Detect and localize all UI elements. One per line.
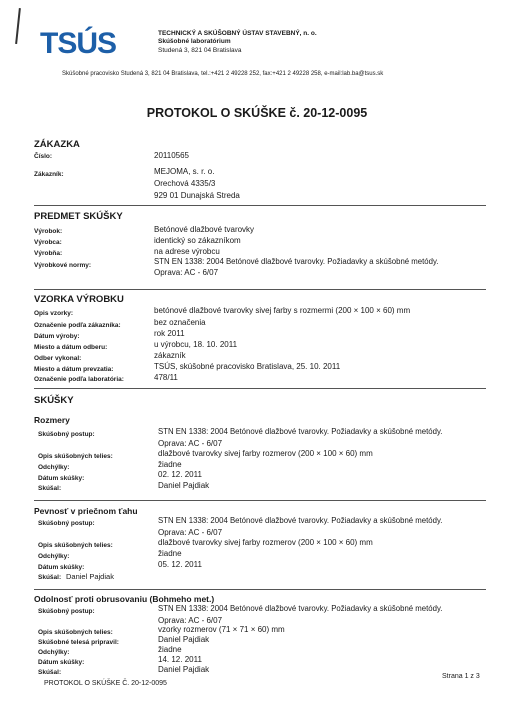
- pevnost-skusal: Daniel Pajdiak: [66, 572, 114, 581]
- divider: [34, 589, 486, 590]
- pevnost-oprava: Oprava: AC - 6/07: [158, 528, 223, 537]
- odolnost-postup: STN EN 1338: 2004 Betónové dlažbové tvarovky. Požiadavky a skúšobné metódy.: [158, 604, 443, 613]
- zakaznik-street: Orechová 4335/3: [154, 179, 216, 188]
- vzorka-value-6: 478/11: [154, 373, 178, 382]
- predmet-label-3: Výrobkové normy:: [34, 262, 92, 269]
- rozmery-oprava: Oprava: AC - 6/07: [158, 439, 223, 448]
- rozmery-postup: STN EN 1338: 2004 Betónové dlažbové tvarovky. Požiadavky a skúšobné metódy.: [158, 427, 443, 436]
- predmet-value-3: STN EN 1338: 2004 Betónové dlažbové tvarovky. Požiadavky a skúšobné metódy.: [154, 257, 439, 266]
- rozmery-odchylky-label: Odchýlky:: [38, 464, 70, 471]
- section-predmet-heading: PREDMET SKÚŠKY: [34, 211, 123, 222]
- rozmery-skusal-label: Skúšal:: [38, 485, 62, 492]
- vzorka-value-2: rok 2011: [154, 329, 185, 338]
- odolnost-opis: vzorky rozmerov (71 × 71 × 60) mm: [158, 625, 285, 634]
- odolnost-pripravil: Daniel Pajdiak: [158, 635, 210, 644]
- institute-name: TECHNICKÝ A SKÚŠOBNÝ ÚSTAV STAVEBNÝ, n. o.: [158, 30, 317, 37]
- predmet-label-2: Výrobňa:: [34, 250, 63, 257]
- vzorka-value-3: u výrobcu, 18. 10. 2011: [154, 340, 238, 349]
- pevnost-odchylky: žiadne: [158, 549, 182, 558]
- rozmery-odchylky: žiadne: [158, 460, 182, 469]
- odolnost-datum: 14. 12. 2011: [158, 655, 202, 664]
- odolnost-datum-label: Dátum skúšky:: [38, 659, 85, 666]
- zakaznik-label: Zákazník:: [34, 171, 64, 178]
- rozmery-datum-label: Dátum skúšky:: [38, 475, 85, 482]
- page-title: PROTOKOL O SKÚŠKE č. 20-12-0095: [146, 106, 368, 120]
- pevnost-heading: Pevnosť v priečnom ťahu: [34, 506, 138, 516]
- divider: [34, 205, 486, 206]
- zakaznik-name: MEJOMA, s. r. o.: [154, 167, 215, 176]
- odolnost-heading: Odolnosť proti obrusovaniu (Bohmeho met.): [34, 594, 215, 604]
- predmet-label-0: Výrobok:: [34, 228, 63, 235]
- predmet-label-1: Výrobca:: [34, 239, 62, 246]
- contact-line: Skúšobné pracovisko Studená 3, 821 04 Bratislava, tel.:+421 2 49228 252, fax:+421 2 49228 258, e-mail:lab.ba@tsus.sk: [62, 71, 384, 77]
- lab-address: Studená 3, 821 04 Bratislava: [158, 47, 242, 54]
- footer-protocol: PROTOKOL O SKÚŠKE Č. 20-12-0095: [44, 680, 167, 687]
- vzorka-label-4: Odber vykonal:: [34, 355, 82, 362]
- tsus-logo: [40, 27, 152, 60]
- logo-text: TSÚS: [40, 27, 117, 60]
- zakaznik-city: 929 01 Dunajská Streda: [154, 191, 240, 200]
- odolnost-opis-label: Opis skúšobných telies:: [38, 629, 113, 636]
- vzorka-label-6: Označenie podľa laboratória:: [34, 376, 124, 383]
- odolnost-skusal: Daniel Pajdiak: [158, 665, 210, 674]
- vzorka-value-0: betónové dlažbové tvarovky sivej farby s rozmermi (200 × 100 × 60) mm: [154, 306, 411, 315]
- rozmery-opis: dlažbové tvarovky sivej farby rozmerov (200 × 100 × 60) mm: [158, 449, 373, 458]
- rozmery-postup-label: Skúšobný postup:: [38, 431, 95, 438]
- pevnost-opis-label: Opis skúšobných telies:: [38, 542, 113, 549]
- predmet-value-1: identický so zákazníkom: [154, 236, 241, 245]
- odolnost-skusal-label: Skúšal:: [38, 669, 62, 676]
- divider: [34, 388, 486, 389]
- vzorka-value-4: zákazník: [154, 351, 186, 360]
- vzorka-label-2: Dátum výroby:: [34, 333, 80, 340]
- pevnost-postup: STN EN 1338: 2004 Betónové dlažbové tvarovky. Požiadavky a skúšobné metódy.: [158, 516, 443, 525]
- predmet-norm-extra: Oprava: AC - 6/07: [154, 268, 219, 277]
- divider: [34, 500, 486, 501]
- rozmery-heading: Rozmery: [34, 415, 70, 425]
- rozmery-datum: 02. 12. 2011: [158, 470, 202, 479]
- section-skusky-heading: SKÚŠKY: [34, 395, 74, 406]
- vzorka-label-5: Miesto a dátum prevzatia:: [34, 366, 114, 373]
- odolnost-oprava: Oprava: AC - 6/07: [158, 616, 223, 625]
- predmet-value-0: Betónové dlažbové tvarovky: [154, 225, 255, 234]
- odolnost-odchylky: žiadne: [158, 645, 182, 654]
- vzorka-label-1: Označenie podľa zákazníka:: [34, 322, 121, 329]
- vzorka-value-5: TSÚS, skúšobné pracovisko Bratislava, 25. 10. 2011: [154, 362, 341, 371]
- pevnost-opis: dlažbové tvarovky sivej farby rozmerov (200 × 100 × 60) mm: [158, 538, 373, 547]
- predmet-value-2: na adrese výrobcu: [154, 247, 220, 256]
- pevnost-skusal-label: Skúšal:: [38, 574, 62, 581]
- cislo-value: 20110565: [154, 151, 189, 160]
- section-vzorka-heading: VZORKA VÝROBKU: [34, 294, 124, 305]
- odolnost-odchylky-label: Odchýlky:: [38, 649, 70, 656]
- pevnost-datum-label: Dátum skúšky:: [38, 564, 85, 571]
- pevnost-postup-label: Skúšobný postup:: [38, 520, 95, 527]
- divider: [34, 289, 486, 290]
- page-number: Strana 1 z 3: [442, 673, 480, 680]
- rozmery-opis-label: Opis skúšobných telies:: [38, 453, 113, 460]
- odolnost-pripravil-label: Skúšobné telesá pripravil:: [38, 639, 119, 646]
- rozmery-skusal: Daniel Pajdiak: [158, 481, 210, 490]
- section-zakazka-heading: ZÁKAZKA: [34, 139, 80, 150]
- vzorka-label-0: Opis vzorky:: [34, 310, 74, 317]
- odolnost-postup-label: Skúšobný postup:: [38, 608, 95, 615]
- vzorka-label-3: Miesto a dátum odberu:: [34, 344, 108, 351]
- cislo-label: Číslo:: [34, 153, 53, 160]
- pen-mark: [15, 8, 20, 44]
- pevnost-odchylky-label: Odchýlky:: [38, 553, 70, 560]
- vzorka-value-1: bez označenia: [154, 318, 206, 327]
- lab-name: Skúšobné laboratórium: [158, 38, 231, 45]
- pevnost-datum: 05. 12. 2011: [158, 560, 202, 569]
